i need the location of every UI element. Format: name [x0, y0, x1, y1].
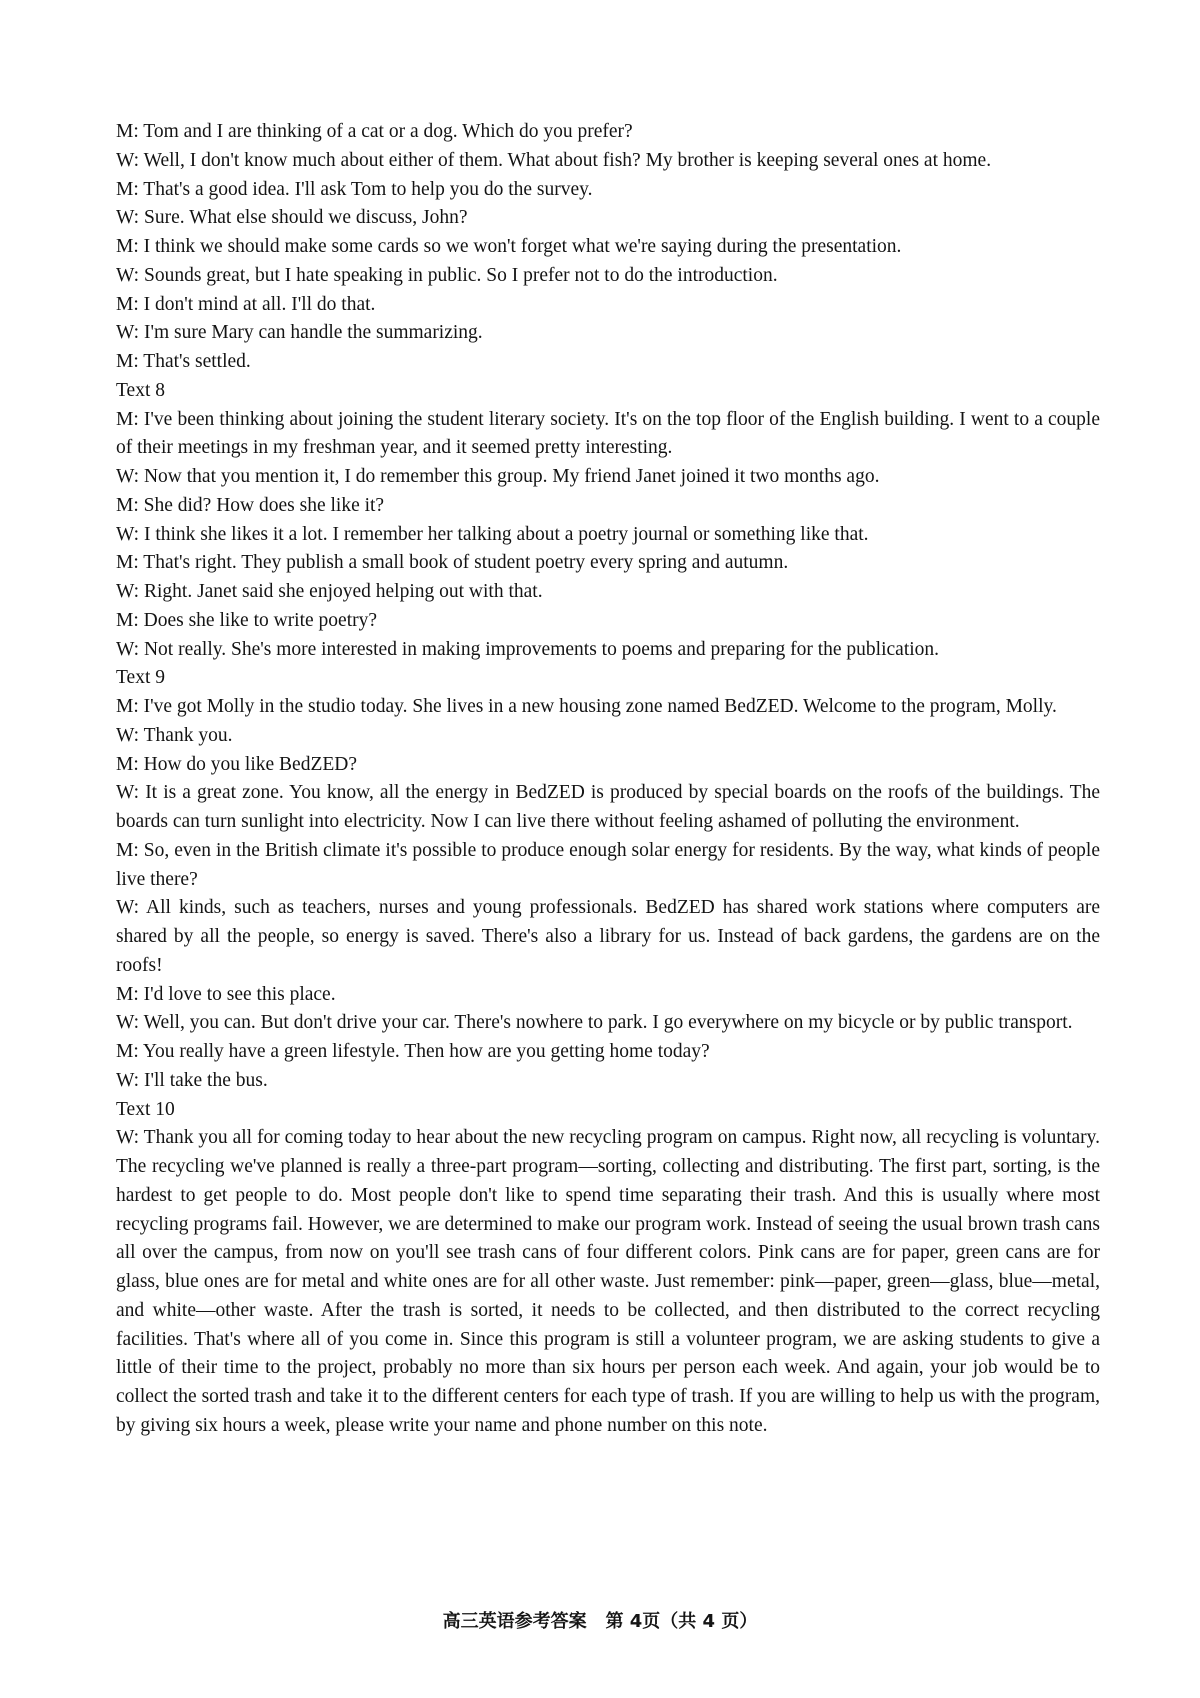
- dialogue-line: W: All kinds, such as teachers, nurses and young professionals. BedZED has shared work stations where computers are shared by all the people, so energy is saved. There's also a library for us. Instead of back gardens, the gardens are on the roofs!: [116, 897, 1100, 976]
- monologue-paragraph: W: Thank you all for coming today to hear about the new recycling program on campus. Right now, all recycling is voluntary. The recycling we've planned is really a three-part program—sorting, collecting and distributing. The first part, sorting, is the hardest to get people to do. Most people don't like to spend time separating their trash. And this is usually where most recycling programs fail. However, we are determined to make our program work. Instead of seeing the usual brown trash cans all over the campus, from now on you'll see trash cans of four different colors. Pink cans are for paper, green cans are for glass, blue ones are for metal and white ones are for all other waste. Just remember: pink—paper, green—glass, blue—metal, and white—other waste. After the trash is sorted, it needs to be collected, and then distributed to the correct recycling facilities. That's where all of you come in. Since this program is still a volunteer program, we are asking students to give a little of their time to the project, probably no more than six hours per person each week. And again, your job would be to collect the sorted trash and take it to the different centers for each type of trash. If you are willing to help us with the program, by giving six hours a week, please write your name and phone number on this note.: [116, 1127, 1100, 1436]
- dialogue-line: M: I think we should make some cards so we won't forget what we're saying during the presentation.: [116, 236, 902, 257]
- dialogue-line: W: Well, I don't know much about either of them. What about fish? My brother is keeping several ones at home.: [116, 149, 992, 171]
- dialogue-line: M: I've got Molly in the studio today. She lives in a new housing zone named BedZED. Welcome to the program, Molly.: [116, 696, 1057, 717]
- dialogue-line: W: I think she likes it a lot. I remember her talking about a poetry journal or something like that.: [116, 523, 869, 545]
- page-footer: [0, 1607, 1200, 1633]
- dialogue-line: W: I'll take the bus.: [116, 1069, 268, 1091]
- dialogue-line: W: Sounds great, but I hate speaking in public. So I prefer not to do the introduction.: [116, 264, 778, 286]
- dialogue-line: W: Now that you mention it, I do remember this group. My friend Janet joined it two months ago.: [116, 466, 880, 487]
- dialogue-line: M: That's right. They publish a small book of student poetry every spring and autumn.: [116, 552, 789, 574]
- dialogue-line: M: I've been thinking about joining the student literary society. It's on the top floor of the English building. I went to a couple of their meetings in my freshman year, and it seemed pretty interesting.: [116, 408, 1100, 459]
- section-heading: Text 9: [116, 667, 165, 689]
- footer-page-number: 第 4页（共 4 页）: [605, 1611, 758, 1632]
- dialogue-line: W: Thank you.: [116, 724, 233, 746]
- dialogue-line: M: How do you like BedZED?: [116, 753, 358, 775]
- dialogue-line: W: It is a great zone. You know, all the energy in BedZED is produced by special boards on the roofs of the buildings. The boards can turn sunlight into electricity. Now I can live there without feeling ashamed of polluting the environment.: [116, 782, 1100, 832]
- dialogue-line: M: Tom and I are thinking of a cat or a dog. Which do you prefer?: [116, 121, 633, 142]
- dialogue-line: M: I don't mind at all. I'll do that.: [116, 293, 376, 315]
- dialogue-line: W: Sure. What else should we discuss, John?: [116, 207, 468, 229]
- section-heading: Text 8: [116, 379, 165, 401]
- section-heading: Text 10: [116, 1098, 175, 1120]
- dialogue-line: M: You really have a green lifestyle. Then how are you getting home today?: [116, 1041, 710, 1062]
- dialogue-line: W: Not really. She's more interested in making improvements to poems and preparing for the publication.: [116, 638, 940, 660]
- dialogue-line: M: Does she like to write poetry?: [116, 609, 378, 631]
- dialogue-line: M: So, even in the British climate it's possible to produce enough solar energy for residents. By the way, what kinds of people live there?: [116, 839, 1100, 890]
- dialogue-line: W: I'm sure Mary can handle the summarizing.: [116, 322, 483, 344]
- dialogue-line: W: Right. Janet said she enjoyed helping out with that.: [116, 581, 543, 602]
- dialogue-line: M: She did? How does she like it?: [116, 494, 385, 516]
- dialogue-line: M: That's a good idea. I'll ask Tom to help you do the survey.: [116, 178, 593, 200]
- footer-title: 高三英语参考答案: [442, 1611, 587, 1632]
- dialogue-line: W: Well, you can. But don't drive your car. There's nowhere to park. I go everywhere on my bicycle or by public transport.: [116, 1012, 1073, 1034]
- footer-gap: [587, 1611, 606, 1632]
- dialogue-line: M: That's settled.: [116, 351, 251, 372]
- document-body: [116, 118, 1100, 1441]
- dialogue-line: M: I'd love to see this place.: [116, 983, 336, 1005]
